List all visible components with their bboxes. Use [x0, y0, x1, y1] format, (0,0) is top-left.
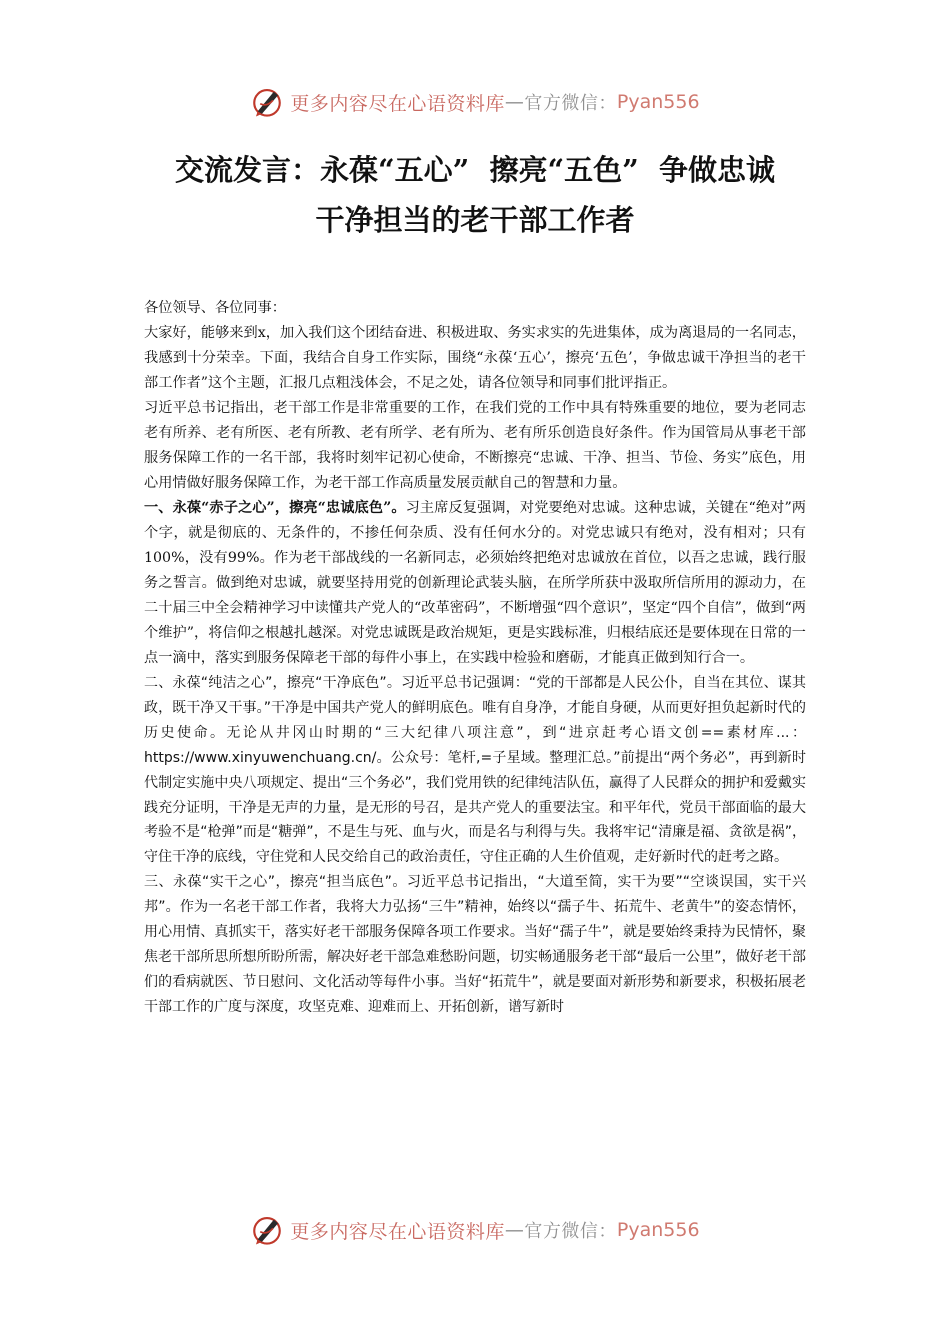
- section-1: [144, 496, 806, 671]
- greeting: 各位领导、各位同事：: [144, 300, 286, 316]
- section-1-text: 习主席反复强调，对党要绝对忠诚。这种忠诚，关键在“绝对”两个字，就是彻底的、无条件的，不掺任何杂质、没有任何水分的。对党忠诚只有绝对，没有相对；只有100%，没有99%。作为老干部战线的一名新同志，必须始终把绝对忠诚放在首位，以吾之忠诚，践行服务之誓言。做到绝对忠诚，就要坚持用党的创新理论武装头脑，在所学所获中汲取所信所用的源动力，在二十届三中全会精神学习中读懂共产党人的“改革密码”，不断增强“四个意识”，坚定“四个自信”，做到“两个维护”，将信仰之根越扎越深。对党忠诚既是政治规矩，更是实践标准，归根结底还是要体现在日常的一点一滴中，落实到服务保障老干部的每件小事上，在实践中检验和磨砺，才能真正做到知行合一。: [144, 500, 806, 666]
- document-body: [144, 296, 806, 1020]
- section-2: 二、永葆“纯洁之心”，擦亮“干净底色”。习近平总书记强调：“党的干部都是人民公仆，自当在其位、谋其政，既干净又干事。”干净是中国共产党人的鲜明底色。唯有自身净，才能自身硬，从而更好担负起新时代的历史使命。无论从井冈山时期的“三大纪律八项注意”，到“进京赶考心语文创==素材库...：https://www.xinyuwenchuang.cn/。公众号：笔杆,=子星域。整理汇总。”前提出“两个务必”，再到新时代制定实施中央八项规定、提出“三个务必”，我们党用铁的纪律纯洁队伍，赢得了人民群众的拥护和爱戴实践充分证明，干净是无声的力量，是无形的号召，是共产党人的重要法宝。和平年代，党员干部面临的最大考验不是“枪弹”而是“糖弹”，不是生与死、血与火，而是名与利得与失。我将牢记“清廉是福、贪欲是祸”，守住干净的底线，守住党和人民交给自己的政治责任，守住正确的人生价值观，走好新时代的赶考之路。: [144, 675, 806, 866]
- banner-wechat-label: 官方微信：: [524, 1221, 617, 1242]
- pen-logo-icon: [250, 1213, 284, 1247]
- title-line-2: 干净担当的老干部工作者: [315, 203, 635, 237]
- header-banner: [0, 82, 950, 122]
- title-line-1: 交流发言：永葆“五心” 擦亮“五色” 争做忠诚: [174, 153, 776, 187]
- section-3: 三、永葆“实干之心”，擦亮“担当底色”。习近平总书记指出，“大道至简，实干为要”“空谈误国，实干兴邦”。作为一名老干部工作者，我将大力弘扬“三牛”精神，始终以“孺子牛、拓荒牛、老黄牛”的姿态情怀，用心用情、真抓实干，落实好老干部服务保障各项工作要求。当好“孺子牛”，就是要始终秉持为民情怀，聚焦老干部所思所想所盼所需，解决好老干部急难愁盼问题，切实畅通服务老干部“最后一公里”，做好老干部们的看病就医、节日慰问、文化活动等每件小事。当好“拓荒牛”，就是要面对新形势和新要求，积极拓展老干部工作的广度与深度，攻坚克难、迎难而上、开拓创新，谱写新时: [144, 874, 806, 1015]
- footer-banner: [0, 1210, 950, 1250]
- section-1-heading: 一、永葆“赤子之心”，擦亮“忠诚底色”。: [144, 500, 406, 516]
- banner-wechat-label: 官方微信：: [524, 93, 617, 114]
- banner-separator: —: [504, 1219, 525, 1241]
- pen-logo-icon: [250, 85, 284, 119]
- paragraph-2: 习近平总书记指出，老干部工作是非常重要的工作，在我们党的工作中具有特殊重要的地位，要为老同志老有所养、老有所医、老有所教、老有所学、老有所为、老有所乐创造良好条件。作为国管局从事老干部服务保障工作的一名干部，我将时刻牢记初心使命，不断擦亮“忠诚、干净、担当、节俭、务实”底色，用心用情做好服务保障工作，为老干部工作高质量发展贡献自己的智慧和力量。: [144, 400, 806, 491]
- banner-separator: —: [504, 91, 525, 113]
- banner-text: 更多内容尽在心语资料库: [290, 92, 505, 115]
- banner-wechat-id: Pyan556: [616, 91, 700, 113]
- banner-wechat-id: Pyan556: [616, 1219, 700, 1241]
- intro-paragraph: 大家好，能够来到x，加入我们这个团结奋进、积极进取、务实求实的先进集体，成为离退局的一名同志，我感到十分荣幸。下面，我结合自身工作实际，围绕“永葆‘五心’，擦亮‘五色’，争做忠诚干净担当的老干部工作者”这个主题，汇报几点粗浅体会，不足之处，请各位领导和同事们批评指正。: [144, 325, 806, 391]
- banner-text: 更多内容尽在心语资料库: [290, 1220, 505, 1243]
- page-title: [0, 145, 950, 245]
